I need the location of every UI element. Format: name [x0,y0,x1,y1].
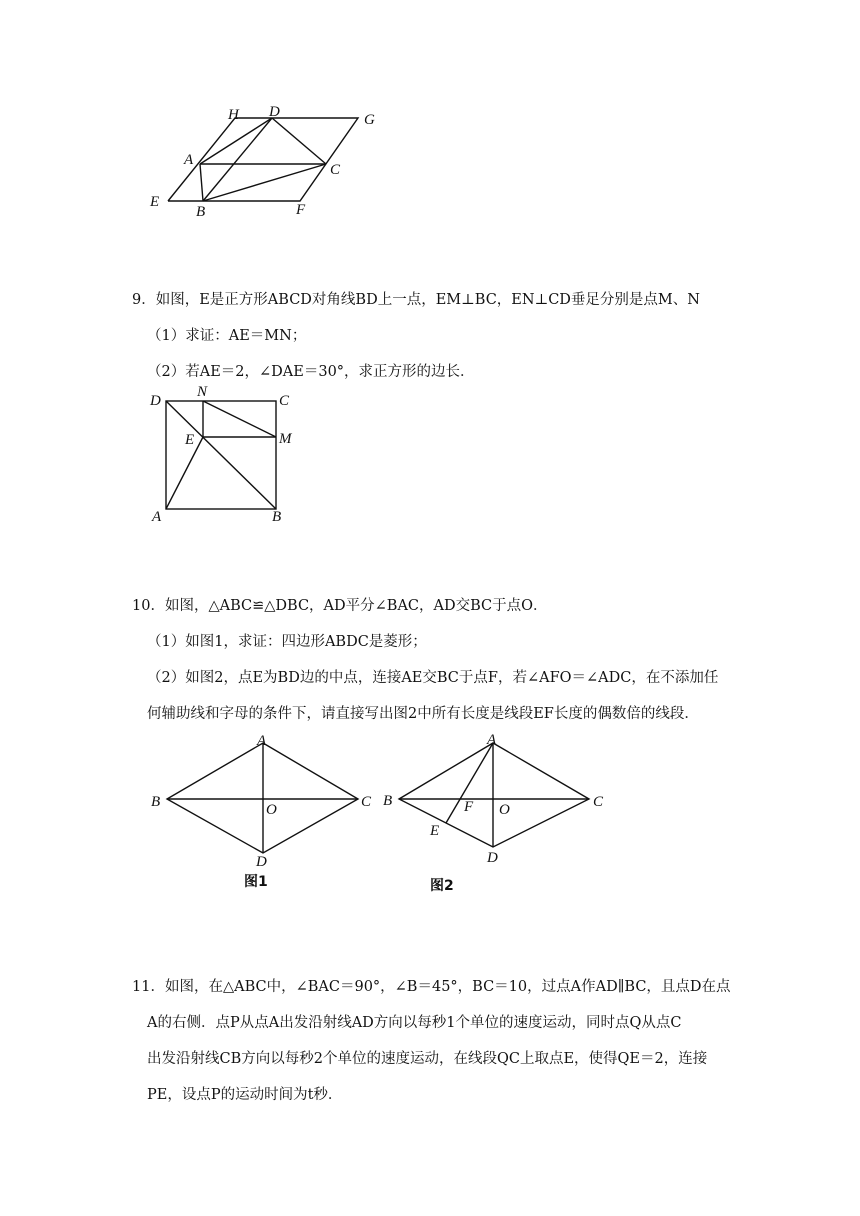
label-D: D [269,104,280,120]
label-E: E [150,194,160,210]
q9-part1: （1）求证：AE＝MN； [147,328,307,344]
segment-BC [203,164,326,201]
segment-NM [203,401,276,437]
label-A: A [257,733,267,749]
label-A: A [152,509,162,525]
segment-AD [200,118,272,164]
label-G: G [364,112,375,128]
label-C: C [593,794,604,810]
label-A: A [184,152,194,168]
parallelogram-diagram [140,100,400,225]
label-D: D [487,850,498,866]
label-O: O [499,802,510,818]
q9-stem: 9．如图，E是正方形ABCD对角线BD上一点，EM⊥BC，EN⊥CD垂足分别是点M、N [132,292,700,308]
q10-part2-line1: （2）如图2，点E为BD边的中点，连接AE交BC于点F，若∠AFO＝∠ADC，在不添加任 [147,670,719,686]
label-E: E [430,823,440,839]
label-F: F [464,799,474,815]
rhombus-ABDC [399,743,589,847]
q11-line2: A的右侧．点P从点A出发沿射线AD方向以每秒1个单位的速度运动，同时点Q从点C [147,1015,682,1031]
segment-DC [272,118,326,164]
label-B: B [383,793,393,809]
label-M: M [279,431,292,447]
label-C: C [330,162,341,178]
label-D: D [150,393,161,409]
label-C: C [279,393,290,409]
figure-q9 [145,385,305,525]
rhombus-diagram-2 [380,730,620,895]
label-A: A [487,732,497,748]
rhombus-diagram-1 [145,730,385,895]
q10-part2-line2: 何辅助线和字母的条件下，请直接写出图2中所有长度是线段EF长度的偶数倍的线段． [147,706,699,722]
label-B: B [151,794,161,810]
segment-AB [200,164,203,201]
segment-BD [203,118,272,201]
label-O: O [266,802,277,818]
label-C: C [361,794,372,810]
label-B: B [196,204,206,220]
figure-q10-1 [145,730,385,895]
q10-part1: （1）如图1，求证：四边形ABDC是菱形； [147,634,427,650]
q10-stem: 10．如图，△ABC≌△DBC，AD平分∠BAC，AD交BC于点O． [132,598,548,614]
label-D: D [256,854,267,870]
label-B: B [272,509,282,525]
q9-part2: （2）若AE＝2，∠DAE＝30°，求正方形的边长． [147,364,475,380]
q11-line1: 11．如图，在△ABC中，∠BAC＝90°，∠B＝45°，BC＝10，过点A作AD∥BC，且点D在点 [132,979,731,995]
square-diagram [145,385,305,525]
diagonal-BD [166,401,276,509]
label-F: F [296,202,306,218]
q11-line4: PE，设点P的运动时间为t秒． [147,1087,343,1103]
figure-q10-2 [380,730,620,895]
q11-line3: 出发沿射线CB方向以每秒2个单位的速度运动，在线段QC上取点E，使得QE＝2，连接 [147,1051,708,1067]
label-H: H [228,107,239,123]
figure-q8 [140,100,400,225]
label-E: E [185,432,195,448]
outer-parallelogram [168,118,358,201]
figure-caption-2: 图2 [430,878,454,894]
figure-caption-1: 图1 [244,874,268,890]
label-N: N [197,384,208,400]
